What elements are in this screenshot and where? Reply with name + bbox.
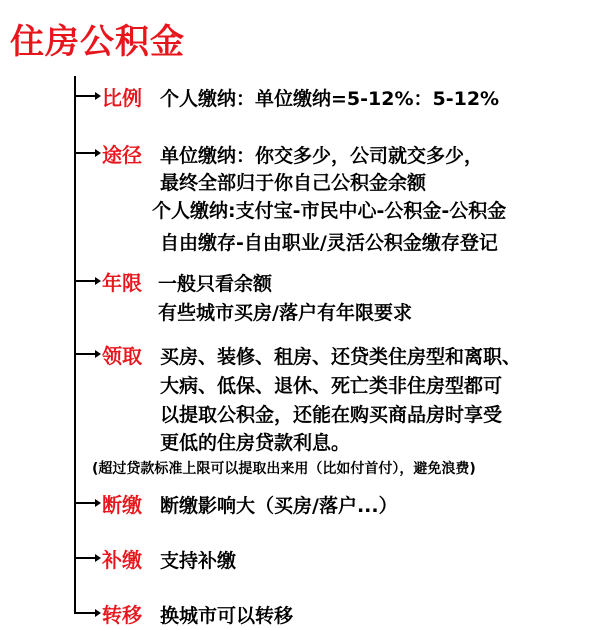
branch-arrow-interruption [75, 502, 97, 504]
section-withdrawal-line-4: 更低的住房贷款利息。 [160, 432, 351, 454]
section-label-transfer: 转移 [102, 603, 142, 627]
section-label-withdrawal: 领取 [102, 344, 142, 368]
tree-trunk-line [74, 76, 76, 614]
section-withdrawal-note: (超过贷款标准上限可以提取出来用（比如付首付），避免浪费) [92, 461, 476, 477]
branch-arrow-channel [75, 152, 97, 154]
section-withdrawal-line-2: 大病、低保、退休、死亡类非住房型都可 [160, 375, 503, 397]
section-label-interruption: 断缴 [102, 493, 142, 517]
branch-arrow-duration [75, 280, 97, 282]
section-interruption-line-1: 断缴影响大（买房/落户...） [160, 495, 398, 517]
section-channel-line-1: 单位缴纳：你交多少，公司就交多少， [160, 145, 484, 167]
section-label-back-payment: 补缴 [102, 548, 142, 572]
branch-arrow-back-payment [75, 557, 97, 559]
section-withdrawal-line-3: 以提取公积金，还能在购买商品房时享受 [160, 404, 503, 426]
section-channel-line-3: 个人缴纳:支付宝-市民中心-公积金-公积金 [152, 200, 507, 222]
branch-arrow-transfer [75, 612, 97, 614]
section-transfer-line-1: 换城市可以转移 [160, 605, 294, 627]
branch-arrow-withdrawal [75, 353, 97, 355]
section-withdrawal-line-1: 买房、装修、租房、还贷类住房型和离职、 [160, 346, 522, 368]
section-channel-line-2: 最终全部归于你自己公积金余额 [160, 172, 427, 194]
branch-arrow-ratio [75, 95, 97, 97]
section-duration-line-1: 一般只看余额 [158, 273, 273, 295]
section-label-ratio: 比例 [102, 86, 142, 110]
section-back-payment-line-1: 支持补缴 [160, 550, 237, 572]
section-ratio-line-1: 个人缴纳：单位缴纳=5-12%：5-12% [160, 88, 500, 110]
page-title: 住房公积金 [10, 22, 185, 62]
section-label-channel: 途径 [102, 143, 142, 167]
section-label-duration: 年限 [102, 271, 142, 295]
section-channel-line-4: 自由缴存-自由职业/灵活公积金缴存登记 [160, 232, 498, 254]
section-duration-line-2: 有些城市买房/落户有年限要求 [158, 302, 412, 324]
